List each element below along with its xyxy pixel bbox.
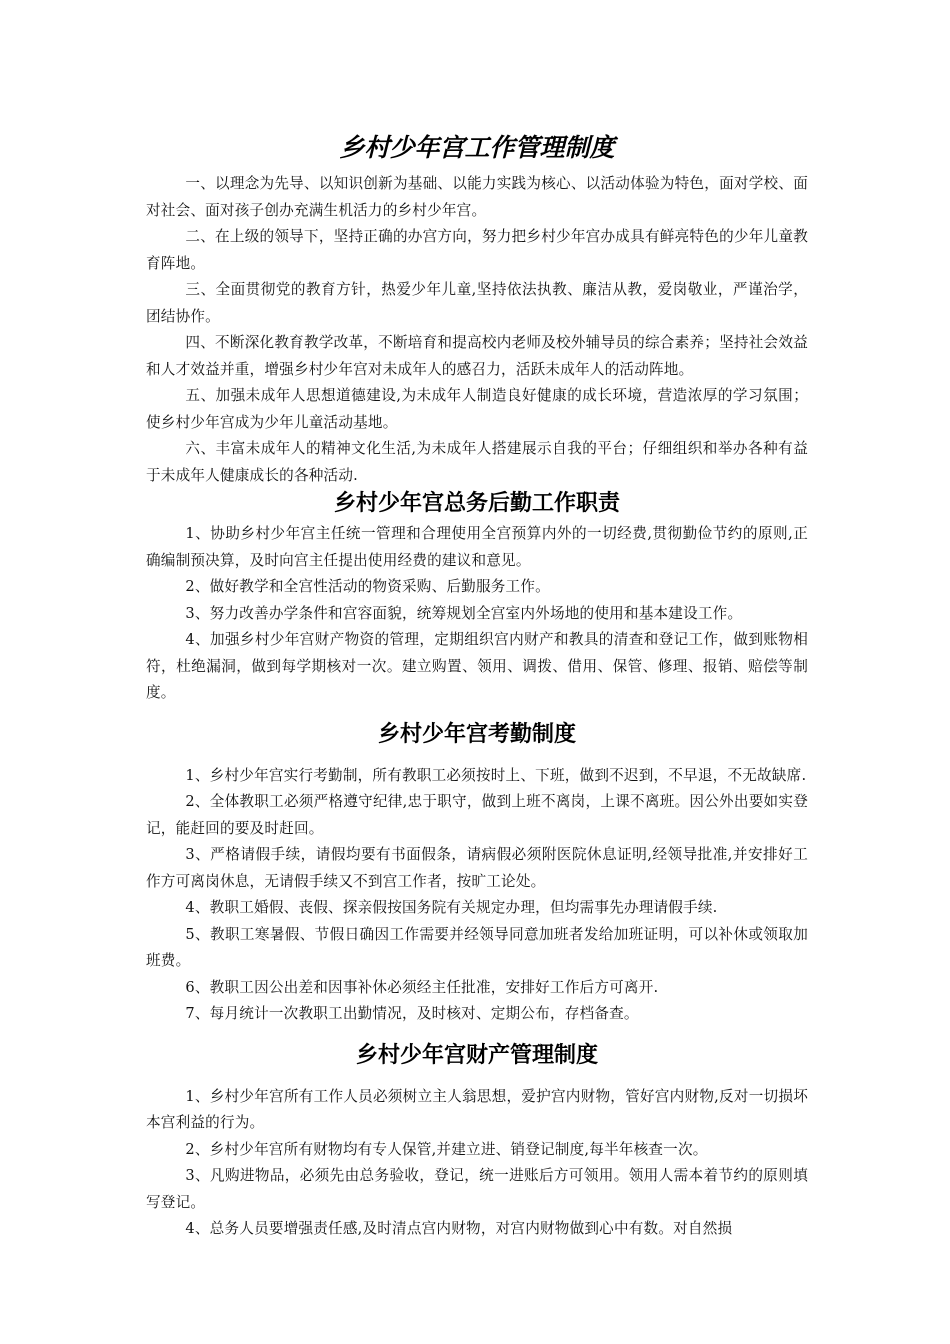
paragraph: 2、乡村少年宫所有财物均有专人保管,并建立进、销登记制度,每半年核查一次。 (185, 1140, 708, 1158)
paragraph: 7、每月统计一次教职工出勤情况，及时核对、定期公布，存档备查。 (185, 1005, 639, 1022)
section-title: 乡村少年宫总务后勤工作职责 (333, 491, 620, 516)
paragraph: 2、做好教学和全宫性活动的物资采购、后勤服务工作。 (185, 578, 550, 595)
paragraph: 4、加强乡村少年宫财产物资的管理，定期组织宫内财产和教具的清查和登记工作，做到账物相符，杜绝漏洞，做到每学期核对一次。建立购置、领用、调拨、借用、保管、修理、报销、赔偿等制度。 (146, 631, 808, 701)
paragraph: 4、教职工婚假、丧假、探亲假按国务院有关规定办理，但均需事先办理请假手续. (185, 899, 718, 916)
paragraph: 3、努力改善办学条件和宫容面貌，统筹规划全宫室内外场地的使用和基本建设工作。 (185, 604, 743, 622)
section-logistics-duties (146, 487, 808, 707)
paragraph: 5、教职工寒暑假、节假日确因工作需要并经领导同意加班者发给加班证明，可以补休或领取加班费。 (146, 925, 808, 969)
document-page (146, 128, 808, 1243)
paragraph: 6、教职工因公出差和因事补休必须经主任批准，安排好工作后方可离开. (185, 978, 659, 996)
section-title: 乡村少年宫财产管理制度 (355, 1042, 598, 1068)
paragraph: 六、丰富未成年人的精神文化生活,为未成年人搭建展示自我的平台；仔细组织和举办各种有益于未成年人健康成长的各种活动. (146, 440, 808, 484)
paragraph: 3、凡购进物品，必须先由总务验收，登记，统一进账后方可领用。领用人需本着节约的原则填写登记。 (146, 1167, 808, 1211)
paragraph: 4、总务人员要增强责任感,及时清点宫内财物，对宫内财物做到心中有数。对自然损 (185, 1220, 733, 1237)
section-work-management (146, 128, 808, 489)
section-attendance-rules (146, 713, 808, 1028)
paragraph: 三、全面贯彻党的教育方针，热爱少年儿童,坚持依法执教、廉洁从教，爱岗敬业，严谨治学，团结协作。 (146, 281, 808, 325)
paragraph: 五、加强未成年人思想道德建设,为未成年人制造良好健康的成长环境，营造浓厚的学习氛围；使乡村少年宫成为少年儿童活动基地。 (146, 387, 808, 431)
paragraph: 1、乡村少年宫所有工作人员必须树立主人翁思想，爱护宫内财物，管好宫内财物,反对一切损坏本宫利益的行为。 (146, 1087, 808, 1131)
paragraph: 2、全体教职工必须严格遵守纪律,忠于职守，做到上班不离岗，上课不离班。因公外出要如实登记，能赶回的要及时赶回。 (146, 793, 808, 837)
paragraph: 四、不断深化教育教学改革，不断培育和提高校内老师及校外辅导员的综合素养；坚持社会效益和人才效益并重，增强乡村少年宫对未成年人的感召力，活跃未成年人的活动阵地。 (146, 334, 808, 378)
paragraph: 3、严格请假手续，请假均要有书面假条，请病假必须附医院休息证明,经领导批准,并安排好工作方可离岗休息，无请假手续又不到宫工作者，按旷工论处。 (146, 846, 808, 890)
paragraph: 一、以理念为先导、以知识创新为基础、以能力实践为核心、以活动体验为特色，面对学校、面对社会、面对孩子创办充满生机活力的乡村少年宫。 (146, 175, 808, 219)
section-title: 乡村少年宫工作管理制度 (339, 133, 615, 162)
section-property-management (146, 1034, 808, 1243)
paragraph: 二、在上级的领导下，坚持正确的办宫方向，努力把乡村少年宫办成具有鲜亮特色的少年儿童教育阵地。 (146, 228, 808, 272)
paragraph: 1、乡村少年宫实行考勤制，所有教职工必须按时上、下班，做到不迟到，不早退，不无故缺席. (185, 766, 807, 784)
section-title: 乡村少年宫考勤制度 (377, 721, 576, 747)
paragraph: 1、协助乡村少年宫主任统一管理和合理使用全宫预算内外的一切经费,贯彻勤俭节约的原则,正确编制预决算，及时向宫主任提出使用经费的建议和意见。 (146, 525, 808, 569)
